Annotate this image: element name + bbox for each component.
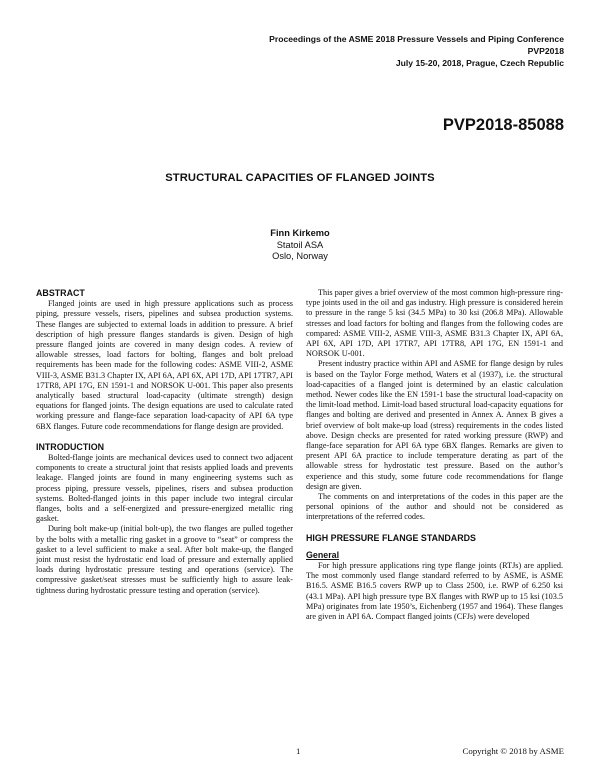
copyright-notice: Copyright © 2018 by ASME	[462, 746, 564, 756]
body-paragraph: For high pressure applications ring type flange joints (RTJs) are applied. The most commonly used flange standard referred to by ASME, is ASME B16.5. ASME B16.5 covers RWP up to Class 2500, i.e. RWP of 6.250 ksi (43.1 MPa). API high pressure type BX flanges with RWP up to 15 ksi (103.5 MPa) originates from late 1950’s, Eichenberg (1957 and 1964). These flanges are given in API 6A. Compact flanged joints (CFJs) were developed	[306, 561, 563, 622]
author-affiliation: Statoil ASA	[276, 239, 324, 250]
conference-dates-location: July 15-20, 2018, Prague, Czech Republic	[395, 58, 564, 68]
conference-short-name: PVP2018	[527, 46, 564, 56]
paper-id: PVP2018-85088	[442, 116, 564, 134]
introduction-heading: INTRODUCTION	[36, 441, 105, 452]
abstract-paragraph: Flanged joints are used in high pressure applications such as process piping, pressure vessels, risers, pipelines and subsea production systems. These flanges are subjected to external loads in addition to pressure. A brief description of high pressure flanges standards is given. Design of high pressure flanged joints are covered in many design codes. A review of allowable stresses, load factors for bolting, flanges and bolt preload requirements has been made for the following codes: ASME VIII-2, ASME VIII-3, ASME B31.3 Chapter IX, API 6A, API 6X, API 17D, API 17TR7, API 17TR8, API 17G, EN 1591-1 and NORSOK U-001. This paper also presents analytically based structural load-capacity (ultimate strength) design equations for flanged joints. The design equations are used to calculate rated working pressure and flange-face separation load-capacity of API 6A type 6BX flanges. Future code recommendations for flange design are provided.	[36, 299, 294, 431]
body-paragraph: This paper gives a brief overview of the most common high-pressure ring-type joints used in the oil and gas industry. High pressure is considered herein to pressure in the range 5 ksi (34.5 MPa) to 30 ksi (206.8 MPa). Allowable stresses and load factors for bolting and flanges from the following codes are compared: ASME VIII-2, ASME VIII-3, ASME B31.3 Chapter IX, API 6A, API 6X, API 17D, API 17TR7, API 17TR8, API 17G, EN 1591-1 and NORSOK U-001.	[306, 288, 563, 359]
author-name: Finn Kirkemo	[270, 228, 330, 238]
conference-header	[269, 33, 564, 69]
author-location: Oslo, Norway	[272, 251, 328, 261]
author-block	[0, 228, 600, 263]
left-column	[36, 288, 293, 596]
conference-name: Proceedings of the ASME 2018 Pressure Vessels and Piping Conference	[269, 34, 564, 44]
paper-title: STRUCTURAL CAPACITIES OF FLANGED JOINTS	[165, 172, 435, 184]
introduction-paragraph: During bolt make-up (initial bolt-up), the two flanges are pulled together by the bolts with a metallic ring gasket in a groove to “seat” or compress the gasket to a level sufficient to make a seal. After bolt make-up, the flanged joint must resist the hydrostatic end load of pressure and externally applied loads during hydrostatic pressure testing and operations (service). The compressive gasket/seat stresses must be sufficiently high to assure leak-tightness during hydrostatic pressure testing and operation (service).	[36, 524, 293, 595]
introduction-paragraph: Bolted-flange joints are mechanical devices used to connect two adjacent components to create a structural joint that resists applied loads and prevents leakage. Flanged joints are found in many engineering systems such as process piping, pressure vessels, pipelines, risers and subsea production systems. Bolted-flanged joints in this paper include two integral circular flanges, bolts and a self-energized and pressure-energized metallic ring gasket.	[36, 453, 293, 524]
right-column	[306, 288, 563, 622]
page-number: 1	[296, 746, 301, 756]
body-paragraph: The comments on and interpretations of the codes in this paper are the personal opinions of the author and should not be considered as interpretations of the referred codes.	[306, 492, 563, 522]
subsection-heading-general: General	[306, 549, 340, 560]
section-heading-flange-standards: HIGH PRESSURE FLANGE STANDARDS	[306, 532, 476, 543]
abstract-heading: ABSTRACT	[36, 288, 85, 298]
body-paragraph: Present industry practice within API and ASME for flange design by rules is based on the Taylor Forge method, Waters et al (1937), i.e. the structural load-capacities of a flanged joint is determined by an elastic calculation method. Newer codes like the EN 1591-1 base the structural load-capacity on the limit-load method. Limit-load based structural load-capacity equations for flanges and bolting are derived and presented in Annex A. Annex B gives a brief overview of bolt make-up load (stress) requirements in the codes listed above. Design checks are presented for rated working pressure (RWP) and flange-face separation for API 6A type 6BX flanges. Remarks are given to present API 6A practice to include temperature derating as part of the allowable stress for hydrostatic test pressure. Based on the author’s experience and this study, some future code recommendations for flange design are given.	[306, 359, 563, 491]
